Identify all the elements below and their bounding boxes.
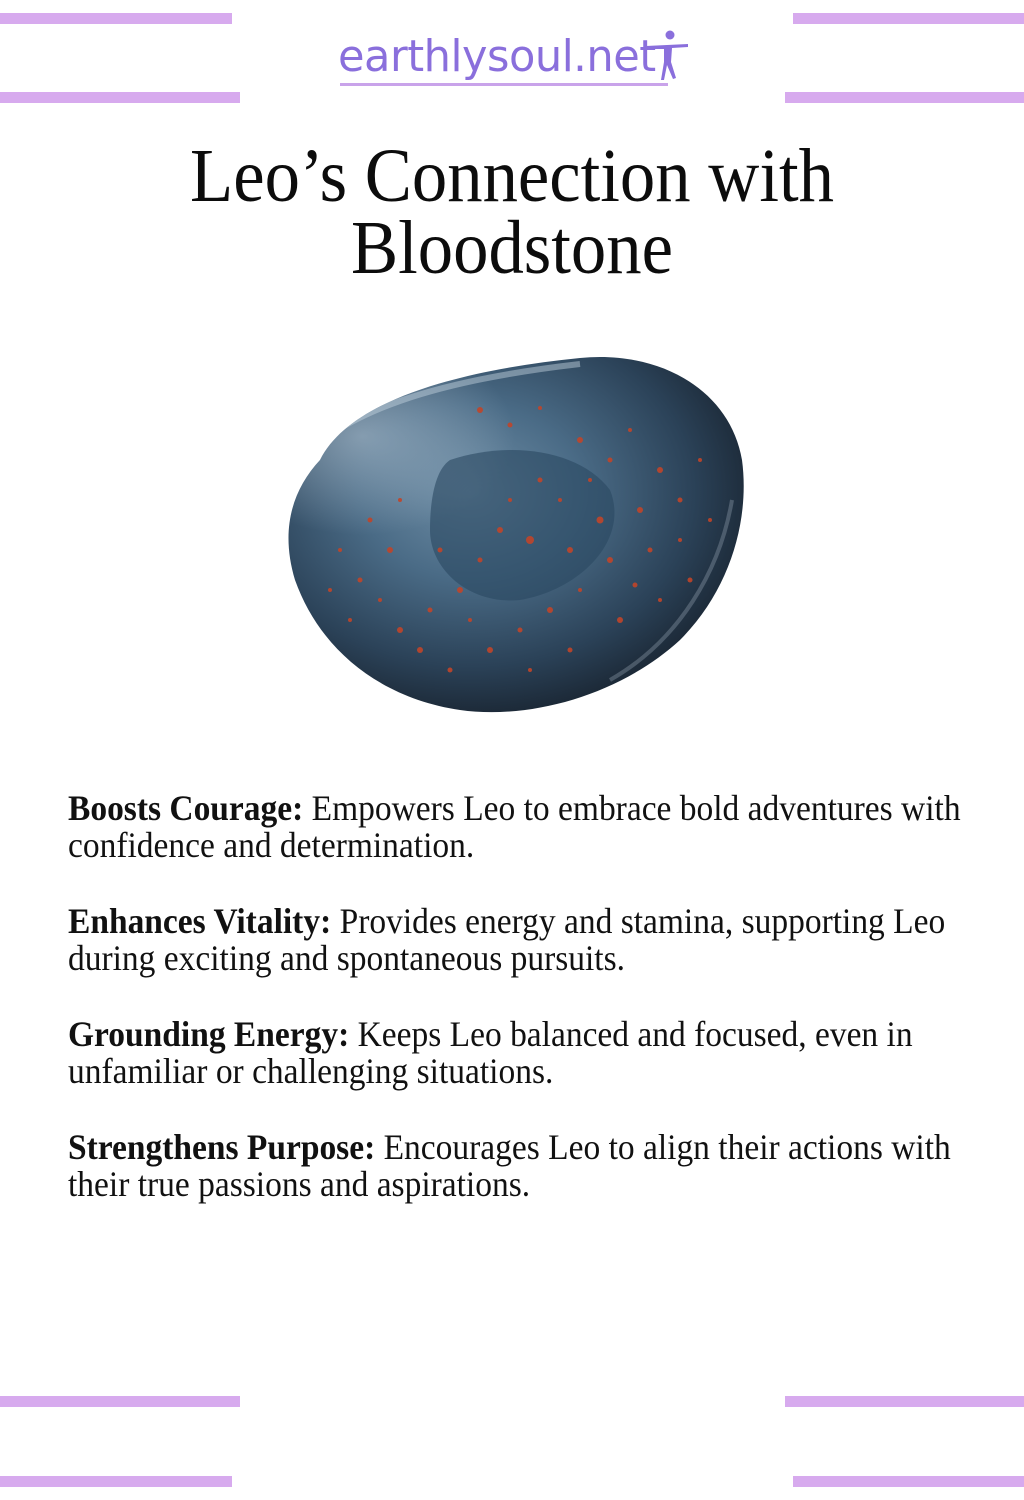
bottom-right-bar-1 — [785, 1396, 1024, 1407]
title-line-1: Leo’s Connection with — [190, 134, 834, 218]
bottom-right-bar-2 — [793, 1476, 1024, 1487]
benefit-text: Empowers Leo to embrace bold adventures with confidence and determination. — [68, 788, 961, 865]
site-logo[interactable] — [338, 32, 686, 90]
benefit-label: Strengthens Purpose: — [68, 1127, 376, 1167]
benefit-label: Enhances Vitality: — [68, 901, 332, 941]
benefits-list — [68, 790, 968, 1242]
benefit-item-grounding — [68, 1016, 961, 1090]
top-right-bar-2 — [785, 92, 1024, 103]
logo-text: earthlysoul.net — [338, 31, 656, 82]
bottom-left-bar-1 — [0, 1396, 240, 1407]
benefit-label: Grounding Energy: — [68, 1014, 350, 1054]
benefit-text: Keeps Leo balanced and focused, even in unfamiliar or challenging situations. — [68, 1014, 913, 1091]
benefit-text: Encourages Leo to align their actions with their true passions and aspirations. — [68, 1127, 951, 1204]
bottom-left-bar-2 — [0, 1476, 232, 1487]
dancer-figure-icon — [642, 28, 692, 86]
benefit-item-purpose — [68, 1129, 961, 1203]
logo-underline — [340, 83, 668, 86]
page-title — [36, 134, 988, 290]
top-left-bar-1 — [0, 13, 232, 24]
top-right-bar-1 — [793, 13, 1024, 24]
benefit-text: Provides energy and stamina, supporting Leo during exciting and spontaneous pursuits. — [68, 901, 946, 978]
benefit-item-vitality — [68, 903, 961, 977]
bloodstone-image — [280, 350, 750, 720]
benefit-item-courage — [68, 790, 961, 864]
top-left-bar-2 — [0, 92, 240, 103]
benefit-label: Boosts Courage: — [68, 788, 304, 828]
title-line-2: Bloodstone — [350, 206, 673, 290]
